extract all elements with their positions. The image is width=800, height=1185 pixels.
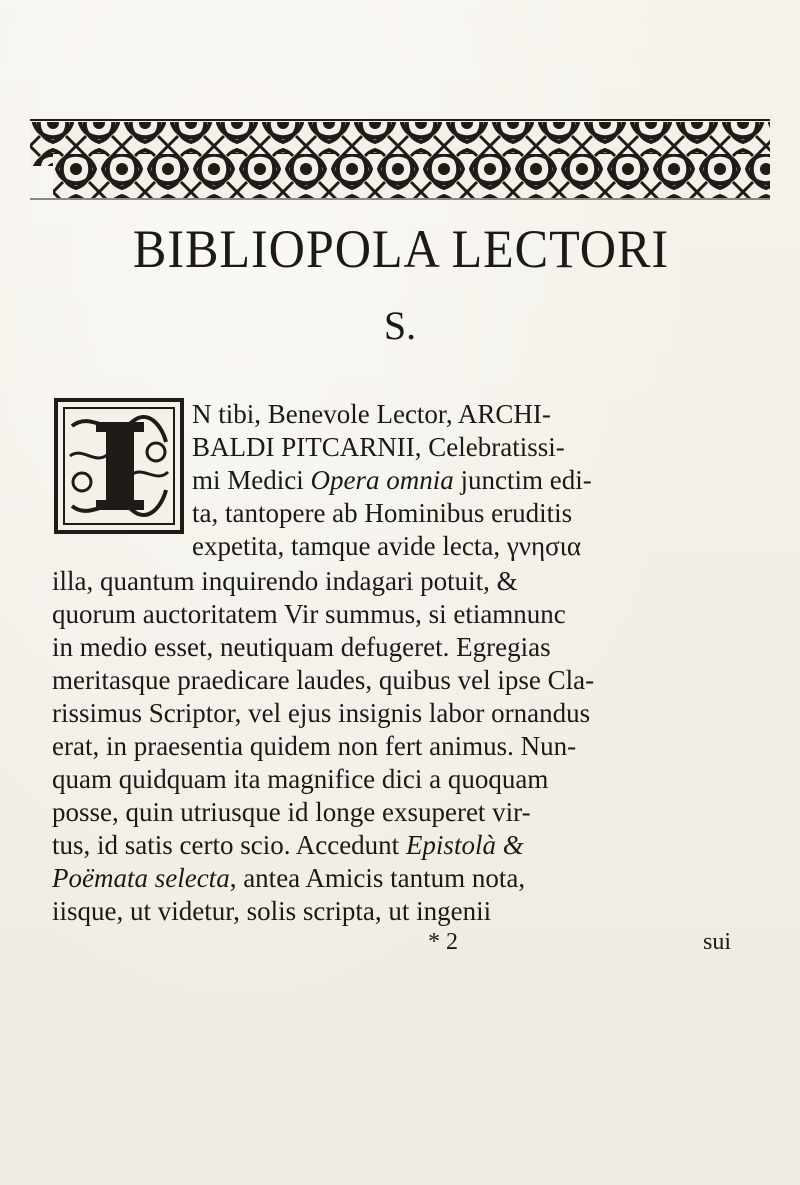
text-line: quam quidquam ita magnifice dici a quoquam <box>52 764 549 794</box>
catchword: sui <box>703 929 732 955</box>
text-line: iisque, ut videtur, solis scripta, ut ingenii <box>52 896 492 926</box>
text-line: meritasque praedicare laudes, quibus vel ipse Cla- <box>52 665 595 695</box>
text-fragment: tus, id satis certo scio. Accedunt <box>52 830 400 860</box>
text-fragment: mi Medici <box>192 465 304 495</box>
text-line: ta, tantopere ab Hominibus eruditis <box>192 498 573 528</box>
text-line <box>52 829 524 861</box>
text-line <box>52 862 525 894</box>
text-line: rissimus Scriptor, vel ejus insignis labor ornandus <box>52 698 591 728</box>
signature-mark: * 2 <box>428 929 458 955</box>
italic-title: Opera omnia <box>310 465 454 495</box>
text-line <box>192 464 592 496</box>
text-line: BALDI PITCARNII, Celebratissi- <box>192 432 565 462</box>
text-line: quorum auctoritatem Vir summus, si etiamnunc <box>52 599 566 629</box>
text-fragment: , antea Amicis tantum nota, <box>229 863 526 893</box>
text-line: expetita, tamque avide lecta, γνησια <box>192 531 582 561</box>
text-line: posse, quin utriusque id longe exsuperet vir- <box>52 797 531 827</box>
text-line: erat, in praesentia quidem non fert animus. Nun- <box>52 731 577 761</box>
ornamental-headpiece <box>30 100 770 200</box>
text-line: illa, quantum inquirendo indagari potuit, & <box>52 566 518 596</box>
text-line: N tibi, Benevole Lector, ARCHI- <box>192 399 551 429</box>
salutation: S. <box>383 303 417 348</box>
text-line: in medio esset, neutiquam defugeret. Egregias <box>52 632 551 662</box>
page-title: BIBLIOPOLA LECTORI <box>132 219 670 279</box>
italic-title: Poëmata selecta <box>52 863 230 893</box>
italic-title: Epistolà & <box>405 830 524 860</box>
text-fragment: junctim edi- <box>460 465 592 495</box>
decorated-initial-icon <box>52 396 186 536</box>
